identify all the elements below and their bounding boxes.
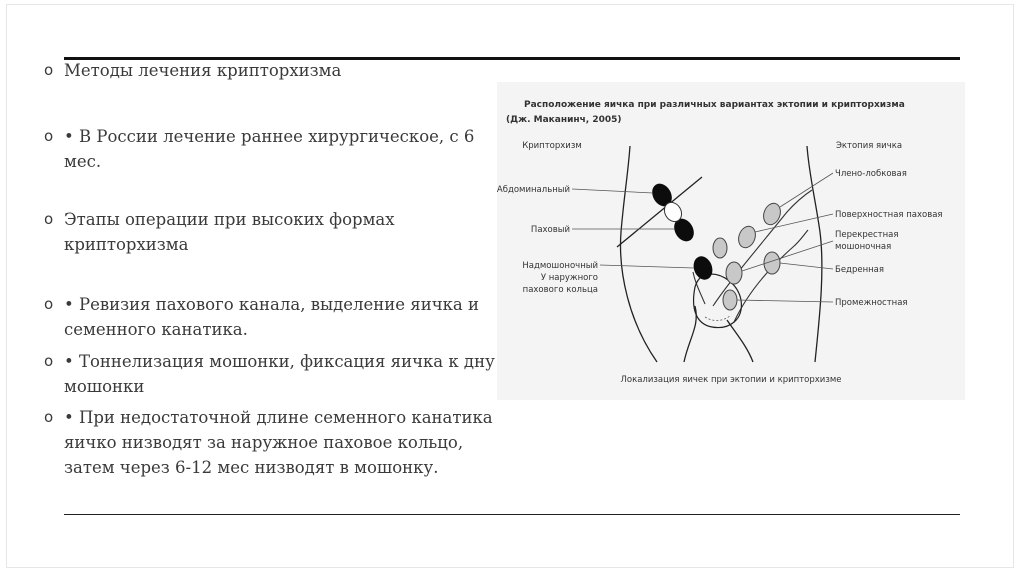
figure-caption: Локализация яичек при эктопии и крипторхизме — [620, 375, 842, 385]
cross-scrotal-upper-testis — [713, 238, 727, 258]
pubopenile-testis — [761, 201, 784, 227]
bullet-marker: o — [44, 127, 54, 145]
list-item-tunneling — [44, 349, 496, 399]
bullet-marker: o — [44, 352, 54, 370]
item-text: • При недостаточной длине семенного канатика яичко низводят за наружное паховое кольцо, затем через 6-12 мес низводят в мошонку. — [64, 408, 493, 477]
item-text: • В России лечение раннее хирургическое, с 6 мес. — [64, 127, 475, 171]
label-pubopenile: Члено-лобковая — [835, 169, 907, 179]
bottom-rule — [64, 514, 960, 515]
list-item-stages — [44, 207, 496, 257]
label-cross-scrotal-1: Перекрестная — [835, 230, 899, 240]
list-item-russia — [44, 124, 496, 174]
item-text: Методы лечения крипторхизма — [64, 61, 342, 80]
label-inguinal: Паховый — [530, 225, 570, 235]
bullet-marker: o — [44, 295, 54, 313]
item-text: Этапы операции при высоких формах крипторхизма — [64, 210, 395, 254]
label-superficial-inguinal: Поверхностная паховая — [835, 210, 943, 220]
right-header: Эктопия яичка — [835, 141, 903, 151]
item-text: • Ревизия пахового канала, выделение яичка и семенного канатика. — [64, 295, 479, 339]
label-abdominal: Абдоминальный — [497, 185, 570, 195]
list-item-short-cord — [44, 405, 496, 480]
anatomy-figure — [497, 82, 965, 400]
bullet-marker: o — [44, 210, 54, 228]
label-suprascrotal-1: Надмошоночный — [522, 261, 598, 271]
cross-scrotal-testis — [726, 262, 742, 284]
label-femoral: Бедренная — [835, 265, 884, 275]
label-perineal: Промежностная — [835, 298, 908, 308]
bullet-marker: o — [44, 408, 54, 426]
label-cross-scrotal-2: мошоночная — [835, 242, 892, 252]
spermatic-cords — [693, 190, 812, 322]
left-header: Крипторхизм — [522, 141, 582, 151]
label-suprascrotal-2: У наружного — [540, 273, 598, 283]
ectopic-testes — [713, 201, 783, 310]
bullet-marker: o — [44, 61, 54, 79]
figure-title: Расположение яичка при различных вариантах эктопии и крипторхизма — [524, 100, 905, 110]
list-item-revision — [44, 292, 496, 342]
scrotum-texture — [705, 315, 731, 321]
perineal-testis — [723, 290, 737, 310]
figure-svg — [497, 82, 965, 400]
list-item-methods — [44, 58, 496, 83]
item-text: • Тоннелизация мошонки, фиксация яичка к дну мошонки — [64, 352, 495, 396]
label-suprascrotal-3: пахового кольца — [522, 285, 598, 295]
figure-source: (Дж. Маканинч, 2005) — [506, 115, 622, 125]
superficial-inguinal-testis — [736, 224, 759, 250]
